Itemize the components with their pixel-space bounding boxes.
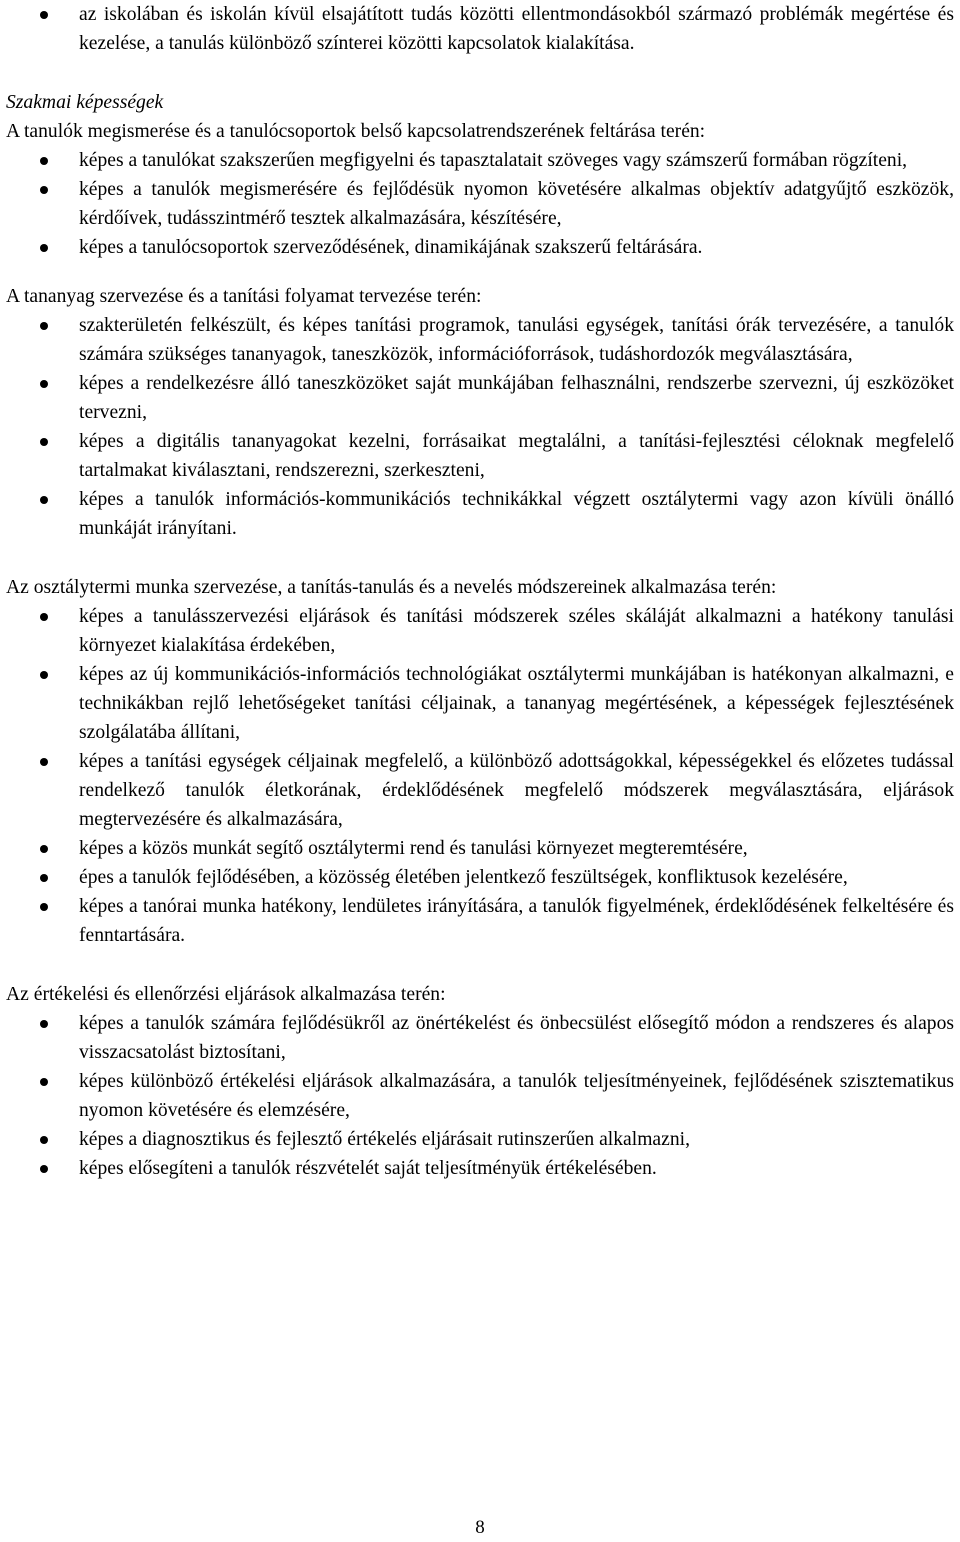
section-subtitle: Szakmai képességek (6, 92, 164, 113)
list-item: épes a tanulók fejlődésében, a közösség életében jelentkező feszültségek, konfliktusok kezelésére, (6, 863, 954, 892)
section-heading: Az osztálytermi munka szervezése, a tanítás-tanulás és a nevelés módszereinek alkalmazása terén: (6, 577, 777, 598)
section-list (6, 1009, 954, 1183)
bullet-icon (40, 157, 48, 165)
section-heading: A tananyag szervezése és a tanítási folyamat tervezése terén: (6, 286, 482, 307)
bullet-icon (40, 322, 48, 330)
bullet-icon (40, 438, 48, 446)
bullet-icon (40, 1020, 48, 1028)
bullet-icon (40, 11, 48, 19)
list-item: képes elősegíteni a tanulók részvételét saját teljesítményük értékelésében. (6, 1154, 954, 1183)
list-item: képes a digitális tananyagokat kezelni, forrásaikat megtalálni, a tanítási-fejlesztési céloknak megfelelő tartalmakat kiválasztani, rendszerezni, szerkeszteni, (6, 427, 954, 485)
list-item: képes a közös munkát segítő osztálytermi rend és tanulási környezet megteremtésére, (6, 834, 954, 863)
list-item: képes különböző értékelési eljárások alkalmazására, a tanulók teljesítményeinek, fejlődésének szisztematikus nyomon követésére és elemzésére, (6, 1067, 954, 1125)
list-item: képes az új kommunikációs-információs technológiákat osztálytermi munkájában is hatékonyan alkalmazni, e technikákban rejlő lehetőségeket tanítási céljainak, a tananyag megértésének, a képességek fejlesztésének szolgálatába állítani, (6, 660, 954, 747)
list-item: képes a tanítási egységek céljainak megfelelő, a különböző adottságokkal, képességekkel és előzetes tudással rendelkező tanulók életkorának, érdeklődésének megfelelő módszerek megválasztására, eljárások megtervezésére és alkalmazására, (6, 747, 954, 834)
list-item: képes a tanulók megismerésére és fejlődésük nyomon követésére alkalmas objektív adatgyűjtő eszközök, kérdőívek, tudásszintmérő tesztek alkalmazására, készítésére, (6, 175, 954, 233)
intro-list (6, 0, 954, 58)
list-item: képes a diagnosztikus és fejlesztő értékelés eljárásait rutinszerűen alkalmazni, (6, 1125, 954, 1154)
bullet-icon (40, 1136, 48, 1144)
document-page (6, 0, 954, 1183)
bullet-icon (40, 186, 48, 194)
list-item: képes a tanulók információs-kommunikációs technikákkal végzett osztálytermi vagy azon kívüli önálló munkáját irányítani. (6, 485, 954, 543)
bullet-icon (40, 903, 48, 911)
list-item: képes a tanulókat szakszerűen megfigyelni és tapasztalatait szöveges vagy számszerű formában rögzíteni, (6, 146, 954, 175)
list-item: szakterületén felkészült, és képes tanítási programok, tanulási egységek, tanítási órák tervezésére, a tanulók számára szükséges tananyagok, taneszközök, információforrások, tudáshordozók megválasztására, (6, 311, 954, 369)
bullet-icon (40, 671, 48, 679)
section-list (6, 311, 954, 543)
bullet-icon (40, 244, 48, 252)
list-item: képes a tanulásszervezési eljárások és tanítási módszerek széles skáláját alkalmazni a hatékony tanulási környezet kialakítása érdekében, (6, 602, 954, 660)
list-item: képes a rendelkezésre álló taneszközöket saját munkájában felhasználni, rendszerbe szervezni, új eszközöket tervezni, (6, 369, 954, 427)
section-list (6, 146, 954, 262)
section-heading: A tanulók megismerése és a tanulócsoportok belső kapcsolatrendszerének feltárása terén: (6, 121, 706, 142)
list-item: az iskolában és iskolán kívül elsajátított tudás közötti ellentmondásokból származó problémák megértése és kezelése, a tanulás különböző színterei közötti kapcsolatok kialakítása. (6, 0, 954, 58)
bullet-icon (40, 496, 48, 504)
bullet-icon (40, 1165, 48, 1173)
bullet-icon (40, 380, 48, 388)
list-item: képes a tanórai munka hatékony, lendületes irányítására, a tanulók figyelmének, érdeklődésének felkeltésére és fenntartására. (6, 892, 954, 950)
list-item: képes a tanulók számára fejlődésükről az önértékelést és önbecsülést elősegítő módon a rendszeres és alapos visszacsatolást biztosítani, (6, 1009, 954, 1067)
bullet-icon (40, 758, 48, 766)
page-number: 8 (475, 1517, 485, 1538)
bullet-icon (40, 1078, 48, 1086)
bullet-icon (40, 613, 48, 621)
section-heading: Az értékelési és ellenőrzési eljárások alkalmazása terén: (6, 984, 446, 1005)
bullet-icon (40, 874, 48, 882)
bullet-icon (40, 845, 48, 853)
section-list (6, 602, 954, 950)
list-item: képes a tanulócsoportok szerveződésének, dinamikájának szakszerű feltárására. (6, 233, 954, 262)
